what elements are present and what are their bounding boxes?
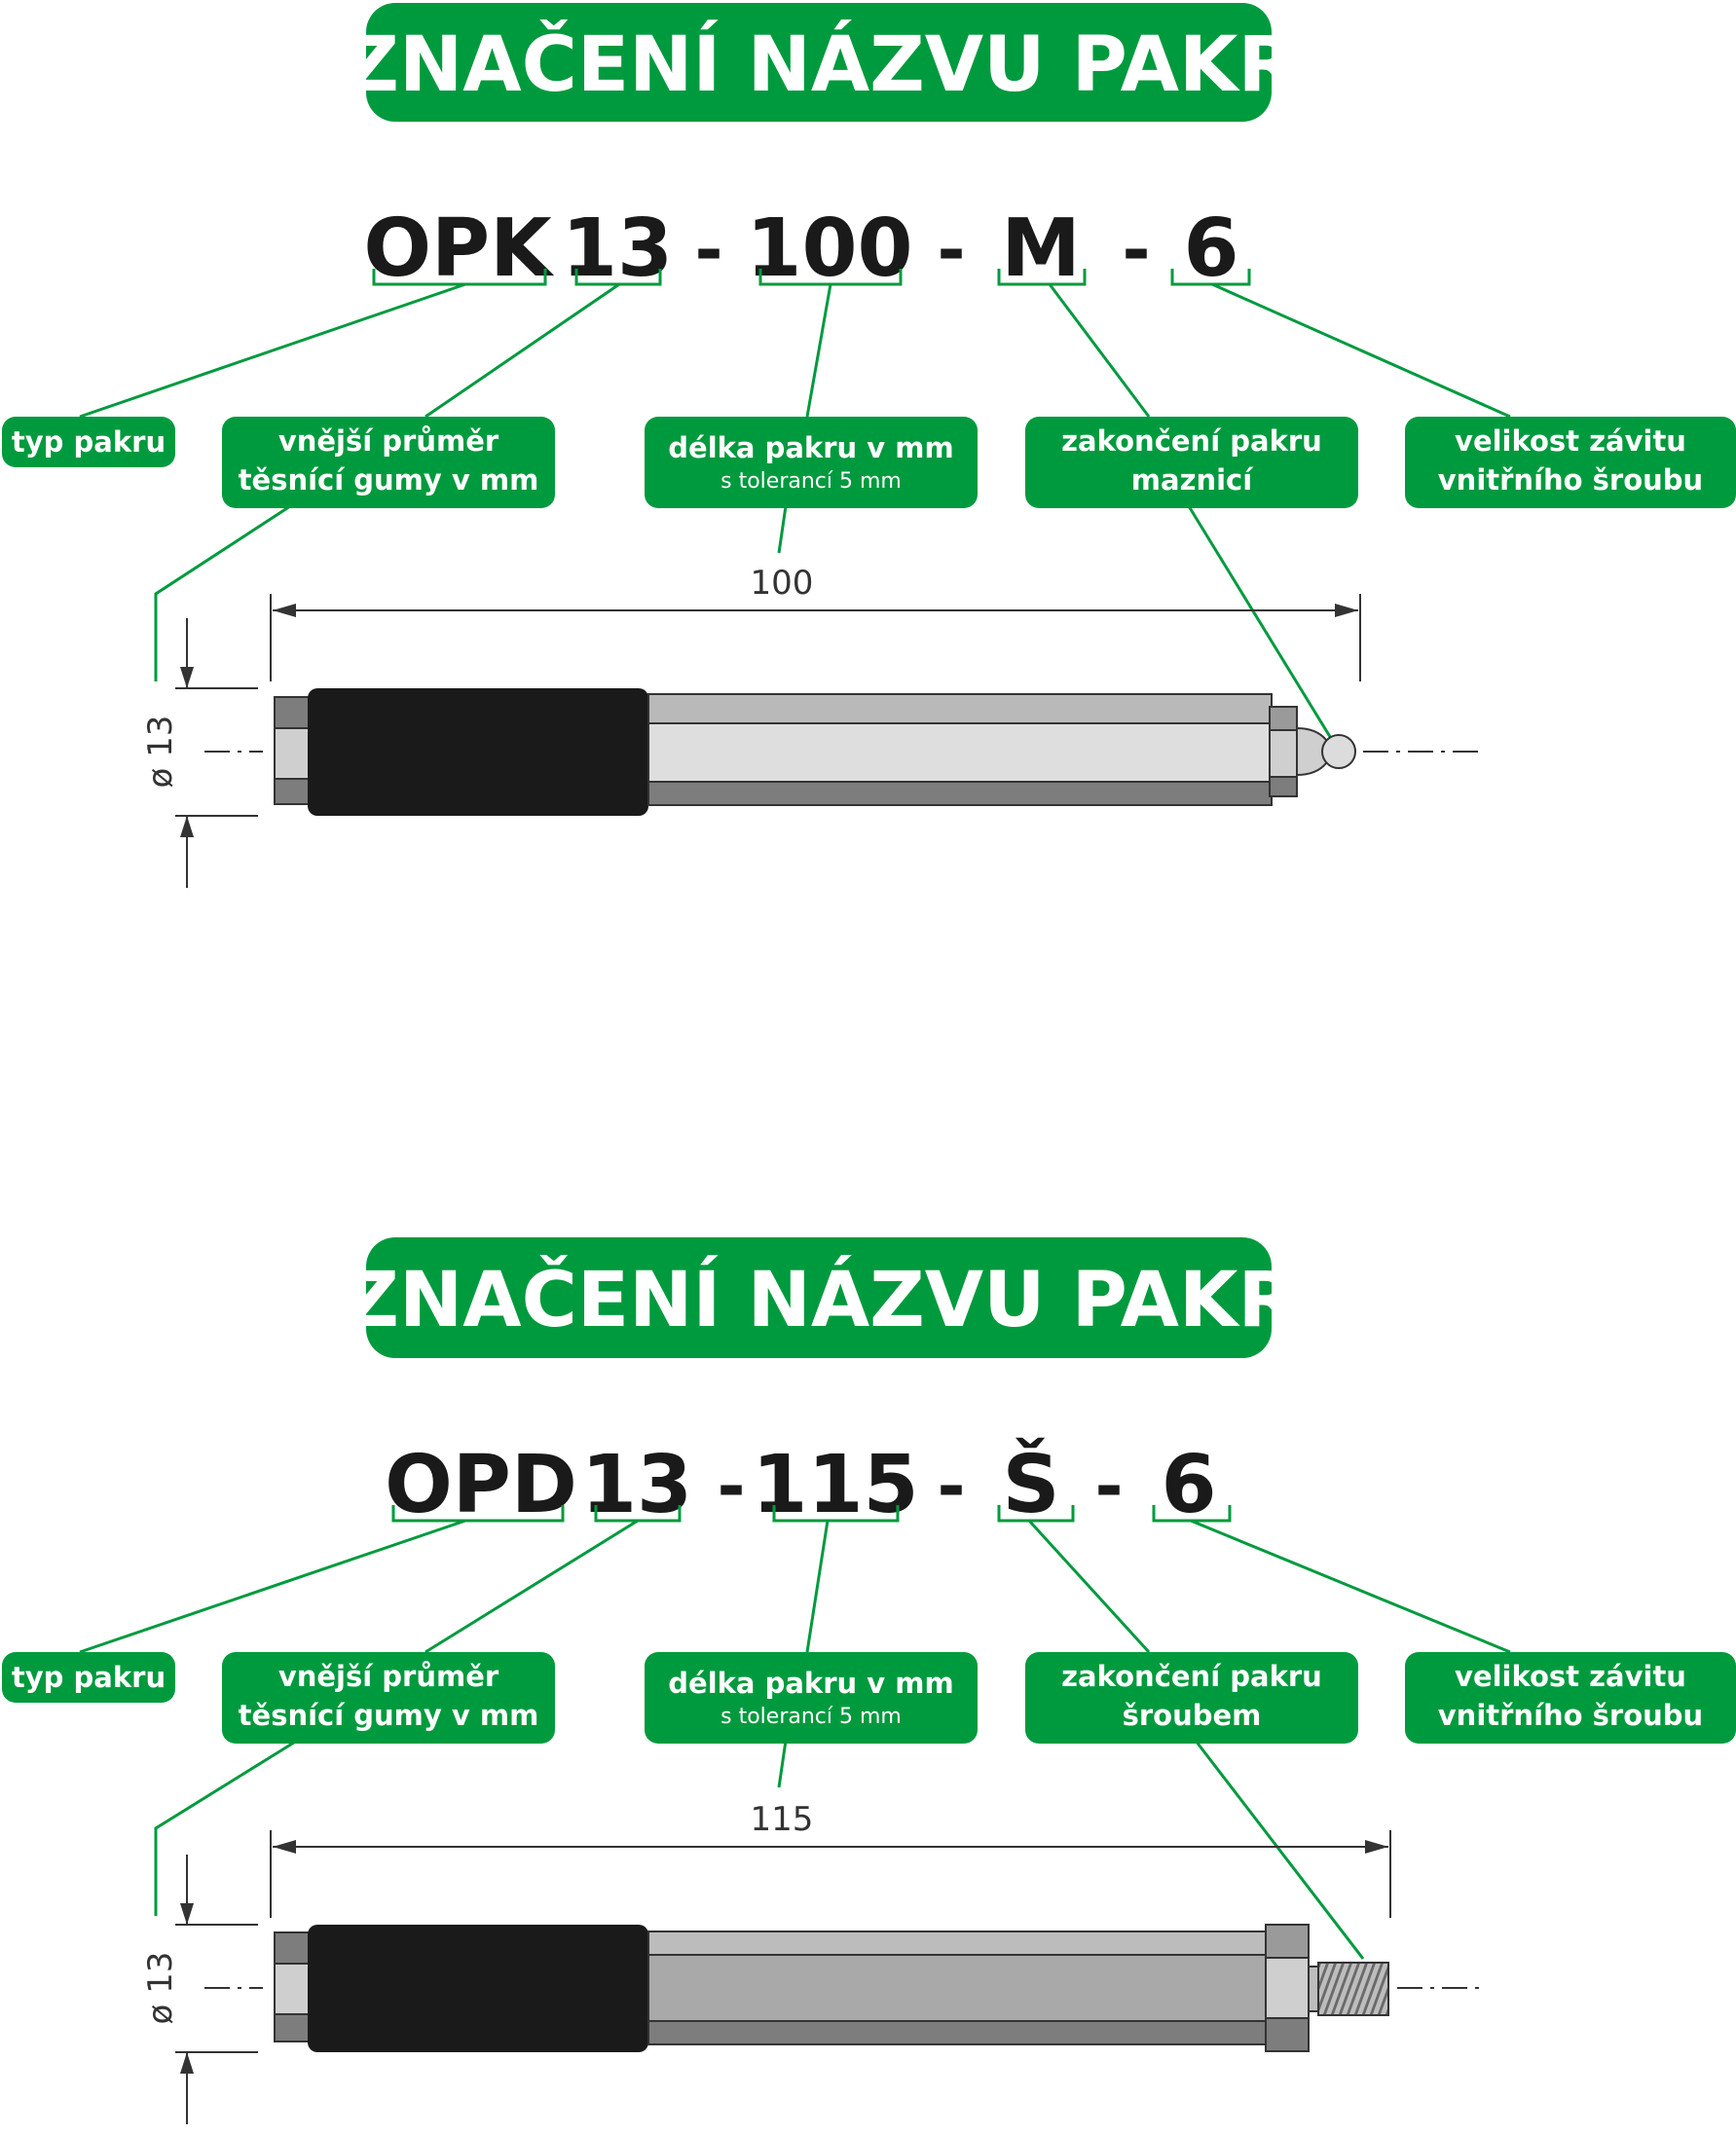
dimension-diameter-arrows-1 bbox=[180, 667, 194, 837]
label-diameter-1 bbox=[222, 417, 555, 508]
rubber-seal-1 bbox=[308, 688, 648, 816]
svg-text:zakončení pakru: zakončení pakru bbox=[1061, 1660, 1322, 1693]
svg-text:těsnící gumy v mm: těsnící gumy v mm bbox=[238, 463, 539, 496]
label-thread-2 bbox=[1405, 1652, 1736, 1744]
code-separator-2c: - bbox=[1094, 1447, 1124, 1526]
code-separator-2b: - bbox=[937, 1447, 966, 1526]
title-1: OZNAČENÍ NÁZVU PAKRU bbox=[279, 21, 1358, 109]
code-ending-2: Š bbox=[1002, 1439, 1060, 1531]
dimension-length-line-2 bbox=[271, 1830, 1390, 1918]
section-1 bbox=[2, 3, 1736, 888]
packer-drawing-1 bbox=[275, 688, 1355, 816]
svg-text:velikost závitu: velikost závitu bbox=[1455, 1660, 1686, 1693]
svg-text:zakončení pakru: zakončení pakru bbox=[1061, 424, 1322, 458]
dimension-diameter-1: ø 13 bbox=[141, 715, 180, 789]
svg-text:šroubem: šroubem bbox=[1122, 1699, 1262, 1732]
dimension-diameter-lines-1 bbox=[175, 618, 258, 888]
code-length-2: 115 bbox=[752, 1439, 919, 1531]
svg-text:velikost závitu: velikost závitu bbox=[1455, 424, 1686, 458]
code-separator-1b: - bbox=[937, 210, 966, 290]
label-ending-1 bbox=[1025, 417, 1358, 508]
label-length-2 bbox=[645, 1652, 978, 1744]
code-diameter-2: 13 bbox=[580, 1439, 693, 1531]
dimension-length-2: 115 bbox=[750, 1800, 814, 1839]
svg-text:maznicí: maznicí bbox=[1130, 463, 1253, 496]
label-ending-2 bbox=[1025, 1652, 1358, 1744]
svg-text:typ pakru: typ pakru bbox=[11, 1661, 166, 1694]
dimension-length-line-1 bbox=[271, 594, 1360, 681]
code-thread-2: 6 bbox=[1161, 1439, 1217, 1531]
label-type-1 bbox=[2, 417, 175, 467]
dimension-length-1: 100 bbox=[750, 564, 814, 603]
label-length-1 bbox=[645, 417, 978, 508]
svg-text:vnější průměr: vnější průměr bbox=[277, 424, 499, 458]
svg-text:typ pakru: typ pakru bbox=[11, 425, 166, 459]
packer-drawing-2 bbox=[275, 1925, 1388, 2052]
code-ending-1: M bbox=[1001, 202, 1081, 295]
dimension-diameter-lines-2 bbox=[175, 1855, 258, 2124]
svg-text:těsnící gumy v mm: těsnící gumy v mm bbox=[238, 1699, 539, 1732]
code-thread-1: 6 bbox=[1183, 202, 1239, 295]
code-separator-1c: - bbox=[1122, 210, 1151, 290]
label-diameter-2 bbox=[222, 1652, 555, 1744]
label-type-2 bbox=[2, 1652, 175, 1703]
svg-text:s tolerancí 5 mm: s tolerancí 5 mm bbox=[720, 469, 902, 494]
svg-text:s tolerancí 5 mm: s tolerancí 5 mm bbox=[720, 1705, 902, 1729]
rubber-seal-2 bbox=[308, 1925, 648, 2052]
dimension-diameter-arrows-2 bbox=[180, 1903, 194, 2074]
code-length-1: 100 bbox=[746, 202, 913, 295]
title-2: OZNAČENÍ NÁZVU PAKRU bbox=[279, 1257, 1358, 1344]
svg-text:délka pakru v mm: délka pakru v mm bbox=[668, 1667, 954, 1700]
code-separator-1a: - bbox=[694, 210, 723, 290]
leader-lines-1 bbox=[80, 284, 1510, 740]
grease-nipple-icon bbox=[1322, 735, 1355, 768]
section-2 bbox=[2, 1237, 1736, 2124]
code-separator-2a: - bbox=[717, 1447, 746, 1526]
code-diameter-1: 13 bbox=[561, 202, 674, 295]
svg-text:délka pakru v mm: délka pakru v mm bbox=[668, 431, 954, 464]
svg-text:vnitřního šroubu: vnitřního šroubu bbox=[1437, 1699, 1704, 1732]
code-type-2: OPD bbox=[385, 1439, 577, 1531]
label-thread-1 bbox=[1405, 417, 1736, 508]
threaded-bolt-icon bbox=[1318, 1963, 1388, 2015]
code-type-1: OPK bbox=[363, 202, 552, 295]
dimension-diameter-2: ø 13 bbox=[141, 1951, 180, 2025]
svg-text:vnější průměr: vnější průměr bbox=[277, 1660, 499, 1693]
svg-text:vnitřního šroubu: vnitřního šroubu bbox=[1437, 463, 1704, 496]
